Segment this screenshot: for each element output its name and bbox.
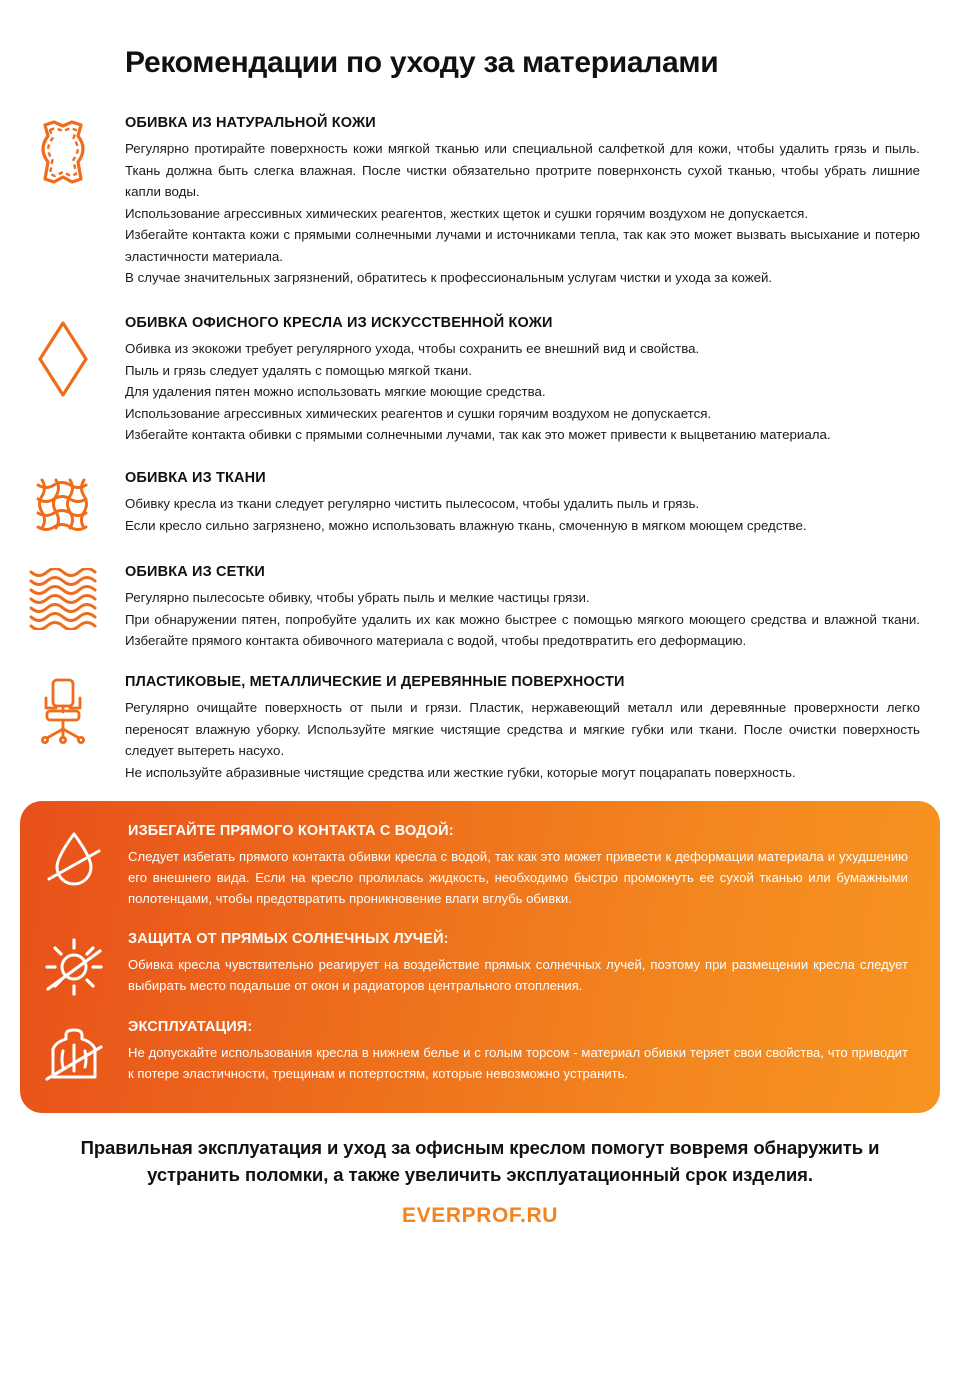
panel-item-heading: ИЗБЕГАЙТЕ ПРЯМОГО КОНТАКТА С ВОДОЙ:: [128, 823, 454, 840]
section-paragraph: В случае значительных загрязнений, обратитесь к профессиональным услугам чистки и ухода за кожей.: [125, 270, 773, 286]
section-paragraph: Регулярно очищайте поверхность от пыли и грязи. Пластик, нержавеющий металл или деревянные проверхности легко переносят влажную уборку. Используйте мягкие чистящие средства и мягкие губки или ткани. После очистки поверхность следует вытереть насухо.: [125, 700, 920, 759]
panel-item-paragraph: Обивка кресла чувствительно реагирует на воздействие прямых солнечных лучей, поэтому при размещении кресла следует выбирать место подальше от окон и радиаторов центрального отопления.: [128, 956, 908, 993]
section-natural-leather: [0, 115, 960, 289]
panel-item-body: [128, 1019, 914, 1084]
section-paragraph: Избегайте контакта обивки с прямыми солнечными лучами, так как это может привести к выцветанию материала.: [125, 427, 831, 443]
section-paragraph: Использование агрессивных химических реагентов и сушки горячим воздухом не допускается.: [125, 405, 712, 421]
closing-statement: [52, 1135, 908, 1188]
mesh-net-icon: [0, 564, 125, 630]
section-artificial-leather: [0, 315, 960, 446]
woven-fabric-icon: [0, 470, 125, 538]
closing-line-1: Правильная эксплуатация и уход за офисным креслом помогут вовремя обнаружить и: [80, 1137, 880, 1159]
leather-hide-icon: [0, 115, 125, 187]
rhombus-icon: [0, 315, 125, 399]
panel-item-water: [20, 823, 914, 909]
section-paragraph: Использование агрессивных химических реагентов, жестких щеток и сушки горячим воздухом не допускается.: [125, 205, 809, 221]
section-heading: ОБИВКА ИЗ ТКАНИ: [125, 469, 266, 486]
panel-item-paragraph: Не допускайте использования кресла в нижнем белье и с голым торсом - материал обивки теряет свои свойства, что приводит к потере эластичности, трещинам и потертостям, которые невозможно устранить.: [128, 1044, 908, 1081]
panel-item-sun: [20, 931, 914, 997]
panel-item-paragraph: Следует избегать прямого контакта обивки кресла с водой, так как это может привести к деформации материала и ухудшению его внешнего вида. Если на кресло пролилась жидкость, необходимо быстро промокнуть ее сухой тканью или бумажными полотенцами, чтобы предотвратить проникновение влаги вглубь обивки.: [128, 848, 908, 907]
section-heading: ПЛАСТИКОВЫЕ, МЕТАЛЛИЧЕСКИЕ И ДЕРЕВЯННЫЕ ПОВЕРХНОСТИ: [125, 673, 625, 690]
closing-line-2: устранить поломки, а также увеличить эксплуатационный срок изделия.: [147, 1163, 813, 1185]
brand-logo: EVERPROF.RU: [402, 1203, 558, 1227]
no-water-drop-icon: [20, 823, 128, 891]
section-mesh: [0, 564, 960, 652]
section-paragraph: Не используйте абразивные чистящие средства или жесткие губки, которые могут поцарапать поверхность.: [125, 764, 796, 780]
section-paragraph: При обнаружении пятен, попробуйте удалить их как можно быстрее с помощью мягкого моющего средства и влажной ткани. Избегайте прямого контакта обивочного материала с водой, чтобы предотвратить его деформацию.: [125, 611, 920, 649]
section-heading: ОБИВКА ОФИСНОГО КРЕСЛА ИЗ ИСКУССТВЕННОЙ КОЖИ: [125, 314, 553, 331]
section-paragraph: Пыль и грязь следует удалять с помощью мягкой ткани.: [125, 362, 472, 378]
section-body: [125, 115, 936, 289]
section-paragraph: Регулярно пылесосьте обивку, чтобы убрать пыль и мелкие частицы грязи.: [125, 590, 590, 606]
section-body: [125, 564, 936, 652]
panel-item-heading: ЗАЩИТА ОТ ПРЯМЫХ СОЛНЕЧНЫХ ЛУЧЕЙ:: [128, 931, 449, 948]
panel-item-bare-torso: [20, 1019, 914, 1087]
section-fabric: [0, 470, 960, 538]
section-body: [125, 470, 936, 536]
section-body: [125, 315, 936, 446]
office-chair-icon: [0, 674, 125, 744]
panel-item-body: [128, 823, 914, 909]
section-paragraph: Регулярно протирайте поверхность кожи мягкой тканью или специальной салфеткой для кожи, чтобы удалить грязь и пыль. Ткань должна быть слегка влажная. После чистки обязательно протрите повернхонсть сухой тканью, чтобы убрать лишние капли воды.: [125, 141, 920, 200]
section-paragraph: Если кресло сильно загрязнено, можно использовать влажную ткань, смоченную в мягком моющем средстве.: [125, 517, 807, 533]
section-heading: ОБИВКА ИЗ СЕТКИ: [125, 563, 265, 580]
panel-item-body: [128, 931, 914, 996]
section-hard-surfaces: [0, 674, 960, 784]
panel-item-heading: ЭКСПЛУАТАЦИЯ:: [128, 1019, 253, 1036]
section-paragraph: Обивка из экокожи требует регулярного ухода, чтобы сохранить ее внешний вид и свойства.: [125, 341, 700, 357]
care-instructions-page: [0, 20, 960, 1378]
warning-panel: [20, 801, 940, 1113]
section-body: [125, 674, 936, 784]
section-heading: ОБИВКА ИЗ НАТУРАЛЬНОЙ КОЖИ: [125, 114, 376, 131]
page-title: Рекомендации по уходу за материалами: [125, 46, 719, 80]
no-sun-icon: [20, 931, 128, 997]
section-paragraph: Избегайте контакта кожи с прямыми солнечными лучами и источниками тепла, так как это может вызвать высыхание и потерю эластичности материала.: [125, 227, 920, 264]
section-paragraph: Для удаления пятен можно использовать мягкие моющие средства.: [125, 384, 546, 400]
no-bare-torso-icon: [20, 1019, 128, 1087]
section-paragraph: Обивку кресла из ткани следует регулярно чистить пылесосом, чтобы удалить пыль и грязь.: [125, 496, 700, 512]
